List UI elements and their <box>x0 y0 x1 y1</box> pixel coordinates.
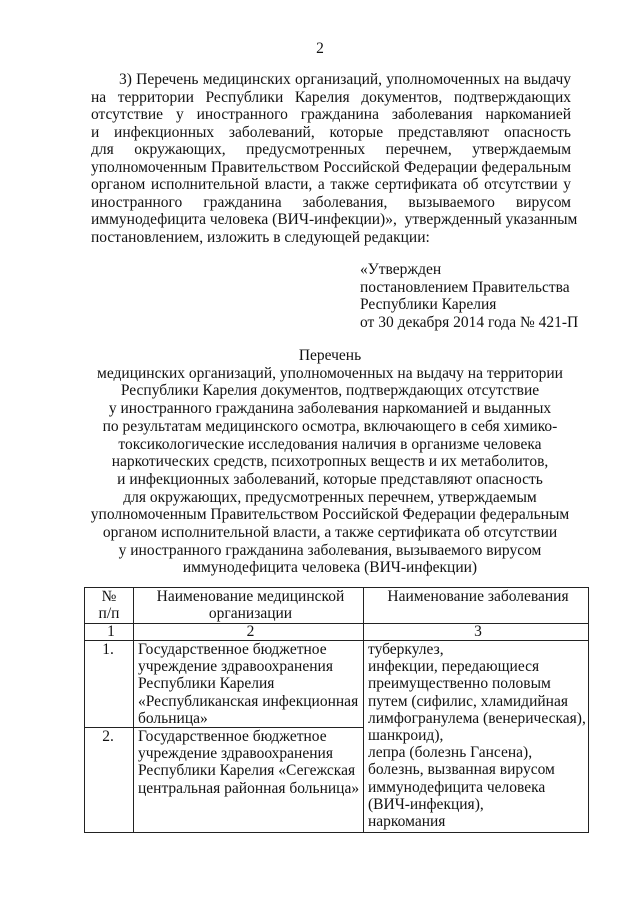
list-title-line: токсикологические исследования наличия в организме человека <box>118 435 542 453</box>
approval-line: Республики Карелия <box>360 296 497 314</box>
header-organization-line: Наименование медицинской <box>156 588 345 605</box>
organizations-table <box>84 587 589 833</box>
list-title-line: для окружающих, предусмотренных перечнем, утверждаемым <box>123 488 537 506</box>
header-disease: Наименование заболевания <box>364 588 589 624</box>
intro-paragraph <box>91 71 578 246</box>
table-header-row <box>85 588 589 624</box>
index-cell: 1 <box>85 624 134 641</box>
approval-line: «Утвержден <box>360 261 442 278</box>
organization-line: Государственное бюджетное <box>138 728 327 746</box>
list-title <box>60 347 600 577</box>
row-number: 1. <box>85 641 134 728</box>
header-number-line: п/п <box>98 605 120 623</box>
list-title-line: наркотических средств, психотропных веществ и их метаболитов, <box>111 453 549 471</box>
disease-line: иммунодефицита человека <box>368 778 546 796</box>
disease-line: лепра (болезнь Гансена), <box>368 744 533 762</box>
list-title-line: иммунодефицита человека (ВИЧ-инфекции) <box>182 559 478 577</box>
index-cell: 3 <box>364 624 589 641</box>
disease-line: преимущественно половым <box>368 675 551 693</box>
intro-line: уполномоченным Правительством Российской Федерации федеральным <box>91 158 571 176</box>
table-row <box>85 641 589 728</box>
organization-line: Республики Карелия <box>138 675 275 693</box>
organization-line: больница» <box>138 709 208 727</box>
organization-line: «Республиканская инфекционная <box>138 692 359 710</box>
organization-line: учреждение здравоохранения <box>138 745 333 763</box>
table-index-row <box>85 624 589 641</box>
intro-line: для окружающих, предусмотренных перечнем, утверждаемым <box>91 141 571 158</box>
list-title-line: по результатам медицинского осмотра, включающего в себя химико- <box>102 417 558 435</box>
list-title-line: уполномоченным Правительством Российской Федерации федеральным <box>90 506 570 524</box>
intro-line: иммунодефицита человека (ВИЧ-инфекции)», утвержденный указанным <box>91 211 578 228</box>
header-organization <box>134 588 364 624</box>
list-title-line: органом исполнительной власти, а также сертификата об отсутствии <box>102 524 558 542</box>
intro-line: на территории Республики Карелия документов, подтверждающих <box>91 88 571 106</box>
disease-line: путем (сифилис, хламидийная <box>368 692 568 710</box>
disease-line: наркомания <box>368 813 446 831</box>
approval-line: от 30 декабря 2014 года № 421-П <box>360 314 579 332</box>
list-title-line: медицинских организаций, уполномоченных на выдачу на территории <box>97 364 563 382</box>
list-title-line: у иностранного гражданина заболевания наркоманией и выданных <box>108 400 552 418</box>
intro-line: и инфекционных заболеваний, которые представляют опасность <box>91 123 571 141</box>
organization-name <box>134 641 364 728</box>
intro-line: постановлением, изложить в следующей редакции: <box>91 228 430 246</box>
header-number-line: № <box>101 588 117 605</box>
organization-name <box>134 728 364 833</box>
intro-line: 3) Перечень медицинских организаций, уполномоченных на выдачу <box>119 71 571 88</box>
intro-line: отсутствие у иностранного гражданина заболевания наркоманией <box>91 106 571 123</box>
row-number: 2. <box>85 728 134 833</box>
disease-line: туберкулез, <box>368 641 444 658</box>
intro-line: органом исполнительной власти, а также сертификата об отсутствии у <box>91 176 571 193</box>
approval-block <box>360 261 620 332</box>
disease-line: болезнь, вызванная вирусом <box>368 761 555 779</box>
disease-line: инфекции, передающиеся <box>368 658 540 676</box>
header-number <box>85 588 134 624</box>
list-title-line: Республики Карелия документов, подтверждающих отсутствие <box>120 382 540 400</box>
list-title-line: Перечень <box>298 347 362 364</box>
disease-line: (ВИЧ-инфекция), <box>368 795 484 813</box>
disease-line: лимфогранулема (венерическая), <box>368 709 586 727</box>
page-number: 2 <box>316 40 324 57</box>
list-title-line: у иностранного гражданина заболевания, вызываемого вирусом <box>118 541 542 559</box>
organization-line: учреждение здравоохранения <box>138 658 333 676</box>
organization-line: Республики Карелия «Сегежская <box>138 762 356 780</box>
disease-line: шанкроид), <box>368 727 444 745</box>
index-cell: 2 <box>134 624 364 641</box>
organization-line: Государственное бюджетное <box>138 641 327 658</box>
list-title-line: и инфекционных заболеваний, которые представляют опасность <box>117 470 543 488</box>
header-organization-line: организации <box>208 605 293 623</box>
disease-list <box>364 641 589 833</box>
organization-line: центральная районная больница» <box>138 779 360 797</box>
intro-line: иностранного гражданина заболевания, вызываемого вирусом <box>91 193 571 211</box>
approval-line: постановлением Правительства <box>360 278 570 296</box>
